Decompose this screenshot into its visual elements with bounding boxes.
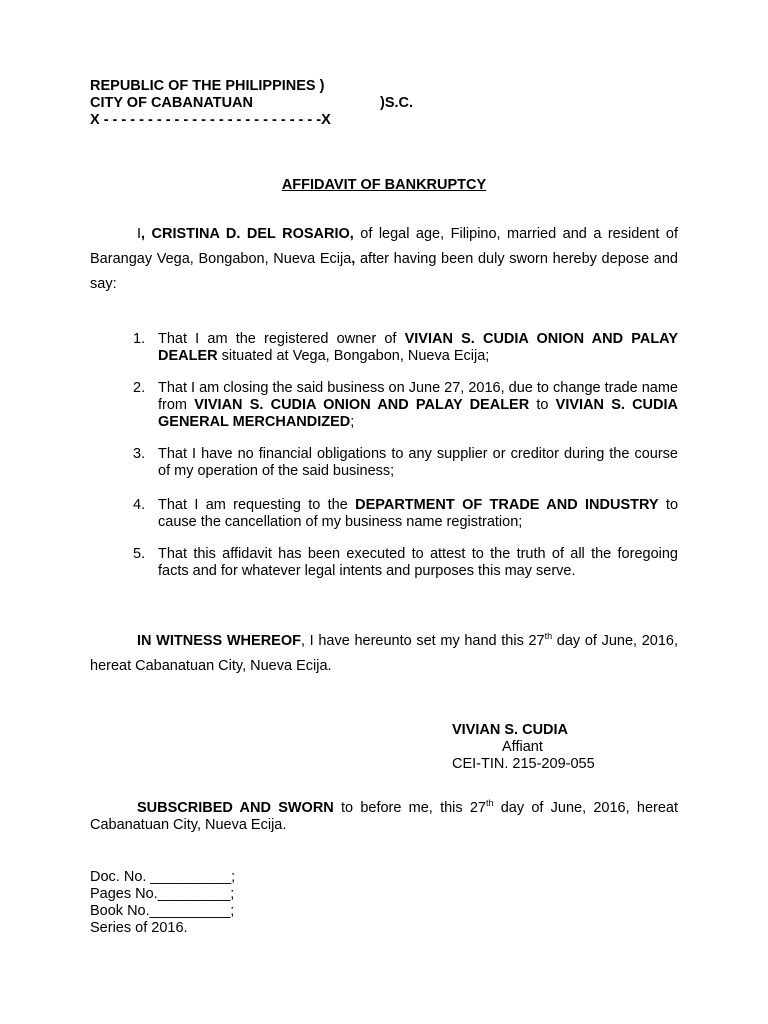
list-item-number: 2.: [133, 380, 146, 396]
header-separator: X - - - - - - - - - - - - - - - - - - - - - - - - -X: [90, 112, 331, 128]
witness-heading: IN WITNESS WHEREOF: [137, 633, 301, 649]
intro-comma: ,: [351, 251, 356, 267]
list-item-number: 3.: [133, 446, 146, 462]
header-city: CITY OF CABANATUAN: [90, 95, 253, 111]
text-run-bold: VIVIAN S. CUDIA ONION AND PALAY DEALER: [194, 397, 530, 413]
witness-text: , I have hereunto set my hand this 27: [300, 633, 545, 649]
list-item-text: [158, 497, 678, 531]
jurat-paragraph: [90, 800, 678, 834]
list-item: [133, 331, 678, 365]
text-run-bold: VIVIAN S. CUDIA GENERAL MERCHANDIZED: [158, 397, 678, 430]
list-item-text: [158, 546, 678, 580]
list-item-text: [158, 380, 678, 431]
text-run-bold: VIVIAN S. CUDIA ONION AND PALAY DEALER: [158, 331, 678, 364]
affiant-name: VIVIAN S. CUDIA: [452, 722, 569, 738]
list-item-number: 5.: [133, 546, 146, 562]
text-run: to: [529, 397, 556, 413]
affiant-label: Affiant: [502, 739, 543, 755]
witness-ordinal: th: [544, 631, 553, 642]
affiant-name-intro: , CRISTINA D. DEL ROSARIO,: [141, 226, 354, 242]
text-run: That I am requesting to the: [158, 497, 356, 513]
list-item-number: 4.: [133, 497, 146, 513]
list-item: [133, 497, 678, 531]
text-run-bold: DEPARTMENT OF TRADE AND INDUSTRY: [355, 497, 659, 513]
text-run: That I have no financial obligations to any supplier or creditor during the course of my operation of the said business;: [158, 446, 678, 479]
affiant-tin: CEI-TIN. 215-209-055: [452, 756, 595, 772]
book-no: Book No.__________;: [90, 903, 235, 919]
jurat-heading: SUBSCRIBED AND SWORN: [137, 800, 334, 816]
text-run: That I am the registered owner of: [158, 331, 405, 347]
doc-no: Doc. No. __________;: [90, 869, 236, 885]
header-republic: REPUBLIC OF THE PHILIPPINES ): [90, 78, 325, 94]
text-run: That I am closing the said business on June 27, 2016, due to change trade name from: [158, 380, 678, 413]
signature-block: [452, 722, 652, 773]
document-title: AFFIDAVIT OF BANKRUPTCY: [281, 177, 487, 193]
intro-text: of legal age, Filipino, married and a resident of Barangay Vega, Bongabon, Nueva Ecija: [90, 226, 678, 267]
text-run: to cause the cancellation of my business name registration;: [158, 497, 679, 530]
list-item-number: 1.: [133, 331, 146, 347]
jurat-text: to before me, this 27: [333, 800, 486, 816]
list-item: [133, 546, 678, 580]
text-run: ;: [350, 414, 355, 430]
header-venue-sc: )S.C.: [380, 95, 414, 111]
notarial-register: [90, 869, 235, 937]
jurat-ordinal: th: [486, 798, 494, 809]
pages-no: Pages No._________;: [90, 886, 235, 902]
list-item: [133, 446, 678, 480]
intro-pronoun: I: [137, 226, 142, 242]
witness-paragraph: [90, 629, 678, 679]
text-run: situated at Vega, Bongabon, Nueva Ecija;: [217, 348, 490, 364]
list-item-text: [158, 446, 678, 480]
witness-text-end: day of June, 2016, hereat Cabanatuan City, Nueva Ecija.: [90, 633, 679, 674]
intro-paragraph: [90, 222, 678, 297]
jurat-text-end: day of June, 2016, hereat Cabanatuan City, Nueva Ecija.: [90, 800, 678, 833]
list-item: [133, 380, 678, 431]
series: Series of 2016.: [90, 920, 188, 936]
list-item-text: [158, 331, 678, 365]
intro-text-end: after having been duly sworn hereby depose and say:: [90, 251, 678, 292]
text-run: That this affidavit has been executed to attest to the truth of all the foregoing facts and for whatever legal intents and purposes this may serve.: [158, 546, 678, 579]
